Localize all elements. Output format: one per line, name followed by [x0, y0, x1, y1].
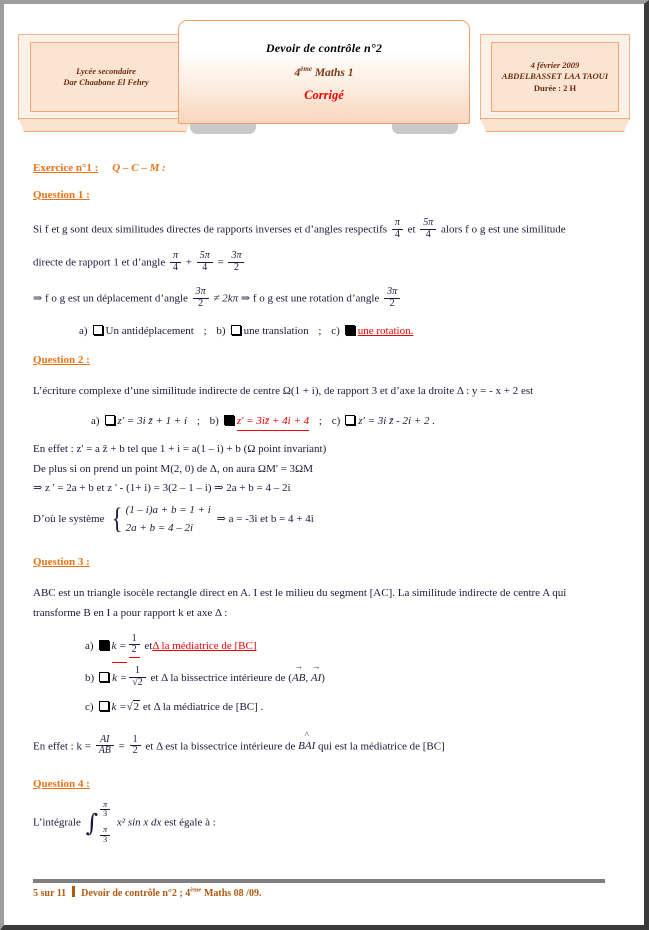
option-label-c: c): [85, 701, 94, 714]
option-k-a[interactable]: k =: [112, 633, 127, 663]
option-separator: ;: [203, 325, 207, 337]
exam-duration: Durée : 2 H: [533, 82, 577, 93]
fraction-5pi-over-4-b: [197, 251, 213, 273]
exam-info: [502, 60, 608, 94]
fraction-numerator: 3π: [231, 250, 242, 261]
option-k-b[interactable]: k =: [112, 671, 128, 684]
q2-system-prefix: D’où le système: [33, 512, 105, 525]
vector-ab: AB →: [292, 665, 305, 693]
level-prefix: 4: [294, 66, 301, 79]
footer-separator: [72, 886, 75, 897]
document-status: Corrigé: [304, 87, 344, 102]
equation-system: [110, 501, 211, 538]
q3-option-row-c: [85, 694, 619, 722]
header-left-bevel: [18, 118, 193, 132]
question-3-heading-row: [33, 554, 619, 571]
fraction-denominator: 3: [100, 809, 110, 818]
fraction-3pi-over-2-b: [193, 287, 209, 309]
checkbox-unchecked-icon[interactable]: [345, 415, 355, 425]
q1-et: et: [407, 223, 416, 236]
q3-option-row-b: [85, 665, 619, 693]
system-equation-2: 2a + b = 4 – 2i: [125, 522, 194, 535]
question-2-heading: Question 2 :: [33, 353, 90, 366]
q1-equals: =: [217, 256, 224, 269]
document-title: Devoir de contrôle n°2: [265, 41, 383, 56]
fraction-denominator: 3: [100, 835, 110, 844]
document-level: [295, 65, 354, 79]
q4-text-suffix: est égale à :: [164, 816, 216, 829]
q1-options: [79, 323, 619, 340]
option-formula-c[interactable]: z' = 3i z̄ - 2i + 2 .: [358, 414, 436, 427]
exam-date: 4 février 2009: [530, 59, 580, 70]
system-equations: [126, 501, 211, 538]
q4-statement: [33, 799, 619, 844]
q3-statement-line-1: ABC est un triangle isocèle rectangle direct en A. I est le milieu du segment [AC]. La similitude indirecte de centre A qui: [33, 587, 567, 600]
document-page: [4, 4, 644, 925]
document-body: [33, 160, 619, 844]
fraction-numerator: π: [103, 825, 108, 835]
header-right-bevel: [480, 118, 630, 132]
option-label-b: b): [209, 414, 219, 427]
school-line-1: Lycée secondaire: [76, 65, 136, 76]
fraction-3pi-over-2-c: [384, 287, 400, 309]
q1-concl-b: ≠ 2kπ: [213, 292, 239, 305]
footer-title-suffix: Maths 08 /09.: [201, 888, 262, 899]
option-label-a: a): [91, 414, 100, 427]
q1-statement-line-2: [33, 252, 619, 274]
q3-proof-mid: et Δ est la bissectrice intérieure de: [145, 740, 296, 753]
header-title-panel: [178, 20, 470, 124]
q2-proof-line-1: En effet : z' = a z̄ + b tel que 1 + i = a(1 – i) + b (Ω point invariant): [33, 443, 327, 455]
question-1-heading-row: [33, 187, 619, 204]
fraction-pi-over-4: [392, 218, 403, 240]
q2-proof-line-3: ⇒ z ' = 2a + b et z ' - (1+ i) = 3(2 – 1 – i) ⇒ 2a + b = 4 – 2i: [33, 482, 291, 494]
square-root: [127, 694, 141, 722]
option-text-c[interactable]: une rotation.: [357, 325, 414, 337]
header-exam-info-panel: [491, 42, 619, 112]
fraction-numerator: π: [173, 250, 179, 261]
vector-pair: (AB →, AI →): [288, 672, 325, 684]
q1-text-c: directe de rapport 1 et d’angle: [33, 256, 166, 269]
q1-concl-a: ⇒ f o g est un déplacement d’angle: [33, 292, 188, 305]
checkbox-unchecked-icon[interactable]: [231, 325, 241, 335]
fraction-pi-over-4-b: [170, 251, 181, 273]
fraction-numerator: 1: [134, 665, 140, 677]
option-et-a: et: [144, 640, 153, 653]
teacher-name: ABDELBASSET LAA TAOUI: [501, 71, 609, 82]
fraction-denominator: AB: [96, 745, 114, 757]
q1-conclusion: [33, 288, 619, 310]
fraction-denominator: 2: [129, 644, 140, 656]
fraction-numerator: π: [394, 217, 400, 228]
option-label-c: c): [331, 414, 341, 427]
footer-divider: [33, 879, 605, 883]
fraction-numerator: 3π: [387, 286, 398, 297]
checkbox-unchecked-icon[interactable]: [93, 325, 103, 335]
fraction-denominator: 4: [420, 229, 436, 241]
q4-text-prefix: L’intégrale: [33, 816, 81, 829]
system-equation-1: (1 – i)a + b = 1 + i: [125, 503, 211, 516]
definite-integral: [85, 799, 113, 844]
option-axis-a[interactable]: Δ la médiatrice de [BC]: [152, 640, 257, 653]
fraction-3pi-over-2: [228, 251, 244, 273]
option-text-b: et Δ la bissectrice intérieure de: [150, 671, 286, 684]
fraction-denominator: 4: [197, 262, 213, 274]
q2-proof-line-2: De plus si on prend un point M(2, 0) de Δ, on aura ΩM' = 3ΩM: [33, 462, 313, 475]
q2-options: [91, 413, 619, 432]
q1-concl-c: ⇒ f o g est une rotation d’angle: [240, 292, 380, 305]
page-footer: [33, 879, 605, 899]
exercise-label: Exercice n°1 :: [33, 162, 99, 174]
fraction-1-over-2: [129, 634, 140, 658]
checkbox-unchecked-icon[interactable]: [105, 415, 115, 425]
q1-text-b: alors f o g est une similitude: [441, 223, 566, 236]
fraction-denominator: √2: [129, 677, 146, 689]
q1-plus: +: [185, 256, 192, 269]
option-k-c[interactable]: k =: [111, 701, 127, 714]
q1-option-row: [79, 323, 619, 340]
q3-proof-prefix: En effet : k =: [33, 740, 91, 753]
fraction-numerator: π: [103, 799, 108, 809]
integral-lower-bound: [100, 826, 110, 844]
fraction-numerator: 5π: [199, 250, 210, 261]
footer-title-sup: ème: [190, 886, 202, 894]
footer-text: [33, 886, 605, 899]
school-name: [63, 66, 148, 89]
option-label-b: b): [216, 325, 226, 337]
footer-title-prefix: Devoir de contrôle n°2 ; 4: [81, 888, 191, 899]
brace-icon: {: [112, 502, 123, 536]
level-sup: ème: [300, 65, 312, 74]
checkbox-checked-icon[interactable]: [99, 640, 109, 650]
option-text-c: et Δ la médiatrice de [BC] .: [142, 701, 264, 714]
fraction-1-over-sqrt2: [129, 666, 146, 688]
option-formula-b[interactable]: z' = 3iz̄ + 4i + 4: [237, 413, 309, 432]
fraction-denominator: 2: [193, 298, 209, 310]
q3-proof-suffix: qui est la médiatrice de [BC]: [318, 740, 445, 753]
q2-statement: L’écriture complexe d’une similitude indirecte de centre Ω(1 + i), de rapport 3 et d’axe la droite Δ : y = - x + 2 est: [33, 385, 534, 397]
q3-statement-line-2: transforme B en I a pour rapport k et axe Δ :: [33, 606, 228, 619]
checkbox-checked-icon[interactable]: [345, 325, 355, 335]
question-3-heading: Question 3 :: [33, 555, 90, 568]
q2-proof-line-4: [33, 501, 619, 538]
fraction-numerator: AI: [100, 733, 110, 745]
q1-text-a: Si f et g sont deux similitudes directes de rapports inverses et d’angles respectifs: [33, 223, 388, 236]
option-label-c: c): [331, 325, 340, 337]
option-separator: ;: [318, 414, 322, 427]
fraction-5pi-over-4: [420, 218, 436, 240]
fraction-numerator: 3π: [195, 286, 206, 297]
question-4-heading: Question 4 :: [33, 777, 90, 790]
checkbox-unchecked-icon[interactable]: [99, 701, 109, 711]
radicand: 2: [133, 701, 140, 714]
q1-statement-line-1: [33, 219, 619, 241]
q3-option-row-a: [85, 633, 619, 663]
question-2-heading-row: [33, 352, 619, 369]
fraction-numerator: 5π: [423, 217, 434, 228]
header-school-panel: [30, 42, 182, 112]
radical-icon: √: [126, 701, 133, 714]
option-label-a: a): [79, 325, 88, 337]
option-label-b: b): [85, 671, 95, 684]
integral-sign-icon: ∫: [85, 808, 99, 837]
option-formula-a[interactable]: z' = 3i z̄ + 1 + i: [117, 414, 188, 427]
integral-upper-bound: [100, 801, 110, 819]
checkbox-unchecked-icon[interactable]: [99, 672, 109, 682]
level-suffix: Maths 1: [311, 66, 354, 79]
fraction-numerator: 1: [132, 733, 138, 745]
option-separator: ;: [318, 325, 322, 337]
page-number: 5 sur 11: [33, 888, 67, 899]
exercise-heading-row: [33, 160, 619, 177]
document-header-banner: [18, 20, 630, 136]
vector-ai: AI →: [311, 665, 321, 693]
q4-integrand: x² sin x dx: [116, 816, 162, 829]
fraction-1-over-2-b: [130, 735, 141, 757]
q2-system-result: ⇒ a = -3i et b = 4 + 4i: [216, 512, 314, 525]
q3-options: [85, 633, 619, 722]
angle-bai: BAI ^: [298, 738, 315, 755]
fraction-numerator: 1: [131, 632, 137, 644]
exercise-subtitle: Q – C – M :: [112, 162, 166, 174]
fraction-denominator: 4: [170, 262, 181, 274]
fraction-ai-over-ab: [96, 735, 114, 757]
fraction-denominator: 2: [384, 298, 400, 310]
school-line-2: Dar Chaabane El Fehry: [63, 77, 149, 87]
fraction-denominator: 4: [392, 229, 403, 241]
integral-bounds: [98, 799, 112, 844]
checkbox-checked-icon[interactable]: [224, 415, 234, 425]
question-4-heading-row: [33, 776, 619, 793]
q3-proof: [33, 733, 619, 758]
q2-option-row: [91, 413, 619, 432]
fraction-denominator: 2: [228, 262, 244, 274]
fraction-denominator: 2: [130, 745, 141, 757]
option-text-b[interactable]: une translation: [243, 325, 309, 337]
option-label-a: a): [85, 640, 94, 653]
option-separator: ;: [196, 414, 200, 427]
q3-proof-eq: =: [118, 740, 125, 753]
question-1-heading: Question 1 :: [33, 188, 90, 201]
option-text-a[interactable]: Un antidéplacement: [105, 325, 194, 337]
